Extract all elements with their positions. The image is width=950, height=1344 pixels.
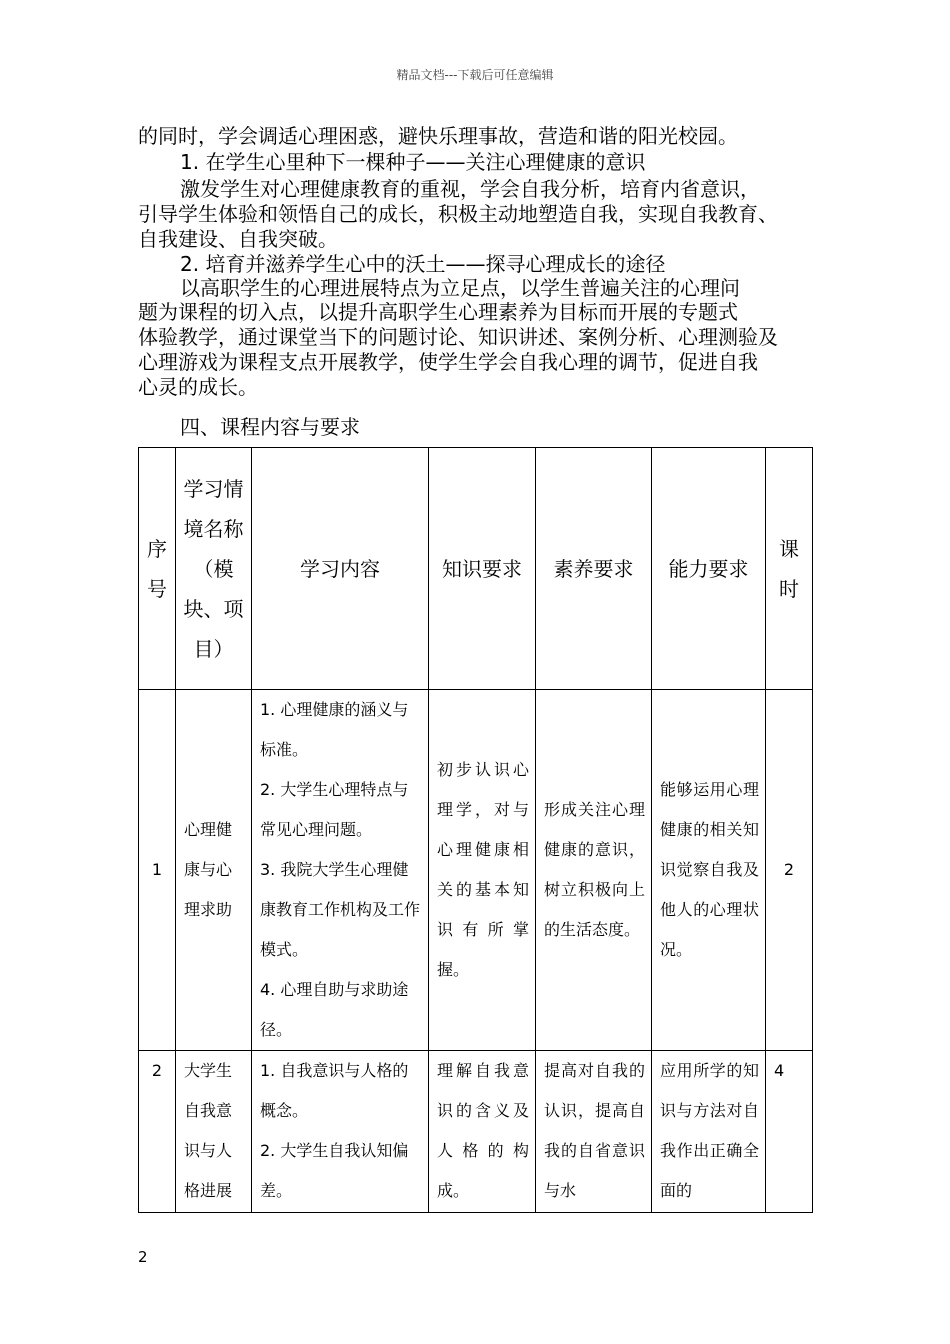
row2-situation: 大学生自我意识与人格进展 (176, 1051, 252, 1213)
table-row (139, 690, 813, 1051)
paragraph-line: 引导学生体验和领悟自己的成长，积极主动地塑造自我，实现自我教育、 (138, 202, 778, 226)
header-content: 学习内容 (252, 448, 429, 690)
row1-quality: 形成关注心理健康的意识，树立积极向上的生活态度。 (536, 690, 652, 1051)
header-situation: 学习情境名称（模块、项目） (176, 448, 252, 690)
paragraph-line: 心灵的成长。 (138, 375, 258, 399)
header-quality: 素养要求 (536, 448, 652, 690)
row1-content: 1. 心理健康的涵义与标准。 2. 大学生心理特点与常见心理问题。 3. 我院大学生心理健康教育工作机构及工作模式。 4. 心理自助与求助途径。 (252, 690, 429, 1051)
row1-knowledge: 初步认识心理学，对与心理健康相关的基本知识有所掌握。 (429, 690, 536, 1051)
subheading-1: 1. 在学生心里种下一棵种子——关注心理健康的意识 (180, 150, 646, 174)
paragraph-line: 心理游戏为课程支点开展教学，使学生学会自我心理的调节，促进自我 (138, 350, 758, 374)
paragraph-line: 自我建设、自我突破。 (138, 227, 338, 251)
row1-seq: 1 (139, 690, 176, 1051)
header-ability: 能力要求 (652, 448, 766, 690)
row2-ability: 应用所学的知识与方法对自我作出正确全面的 (652, 1051, 766, 1213)
course-table (138, 447, 813, 1213)
row2-knowledge: 理解自我意识的含义及人格的构成。 (429, 1051, 536, 1213)
header-knowledge: 知识要求 (429, 448, 536, 690)
table-header-row (139, 448, 813, 690)
page-number: 2 (138, 1248, 148, 1266)
table-row (139, 1051, 813, 1213)
paragraph-line: 以高职学生的心理进展特点为立足点，以学生普遍关注的心理问 (180, 276, 740, 300)
paragraph-line: 激发学生对心理健康教育的重视，学会自我分析，培育内省意识， (180, 177, 760, 201)
row2-content: 1. 自我意识与人格的概念。 2. 大学生自我认知偏差。 (252, 1051, 429, 1213)
header-hours: 课时 (766, 448, 813, 690)
section-title: 四、课程内容与要求 (180, 415, 360, 439)
row1-ability: 能够运用心理健康的相关知识觉察自我及他人的心理状况。 (652, 690, 766, 1051)
page-header: 精品文档---下载后可任意编辑 (396, 68, 554, 82)
paragraph-line: 的同时，学会调适心理困惑，避快乐理事故，营造和谐的阳光校园。 (138, 124, 738, 148)
row2-hours: 4 (766, 1051, 813, 1213)
paragraph-line: 体验教学，通过课堂当下的问题讨论、知识讲述、案例分析、心理测验及 (138, 325, 778, 349)
row1-hours: 2 (766, 690, 813, 1051)
paragraph-line: 题为课程的切入点，以提升高职学生心理素养为目标而开展的专题式 (138, 300, 738, 324)
header-seq: 序号 (139, 448, 176, 690)
row2-quality: 提高对自我的认识，提高自我的自省意识与水 (536, 1051, 652, 1213)
row2-seq: 2 (139, 1051, 176, 1213)
row1-situation: 心理健康与心理求助 (176, 690, 252, 1051)
subheading-2: 2. 培育并滋养学生心中的沃土——探寻心理成长的途径 (180, 252, 666, 276)
